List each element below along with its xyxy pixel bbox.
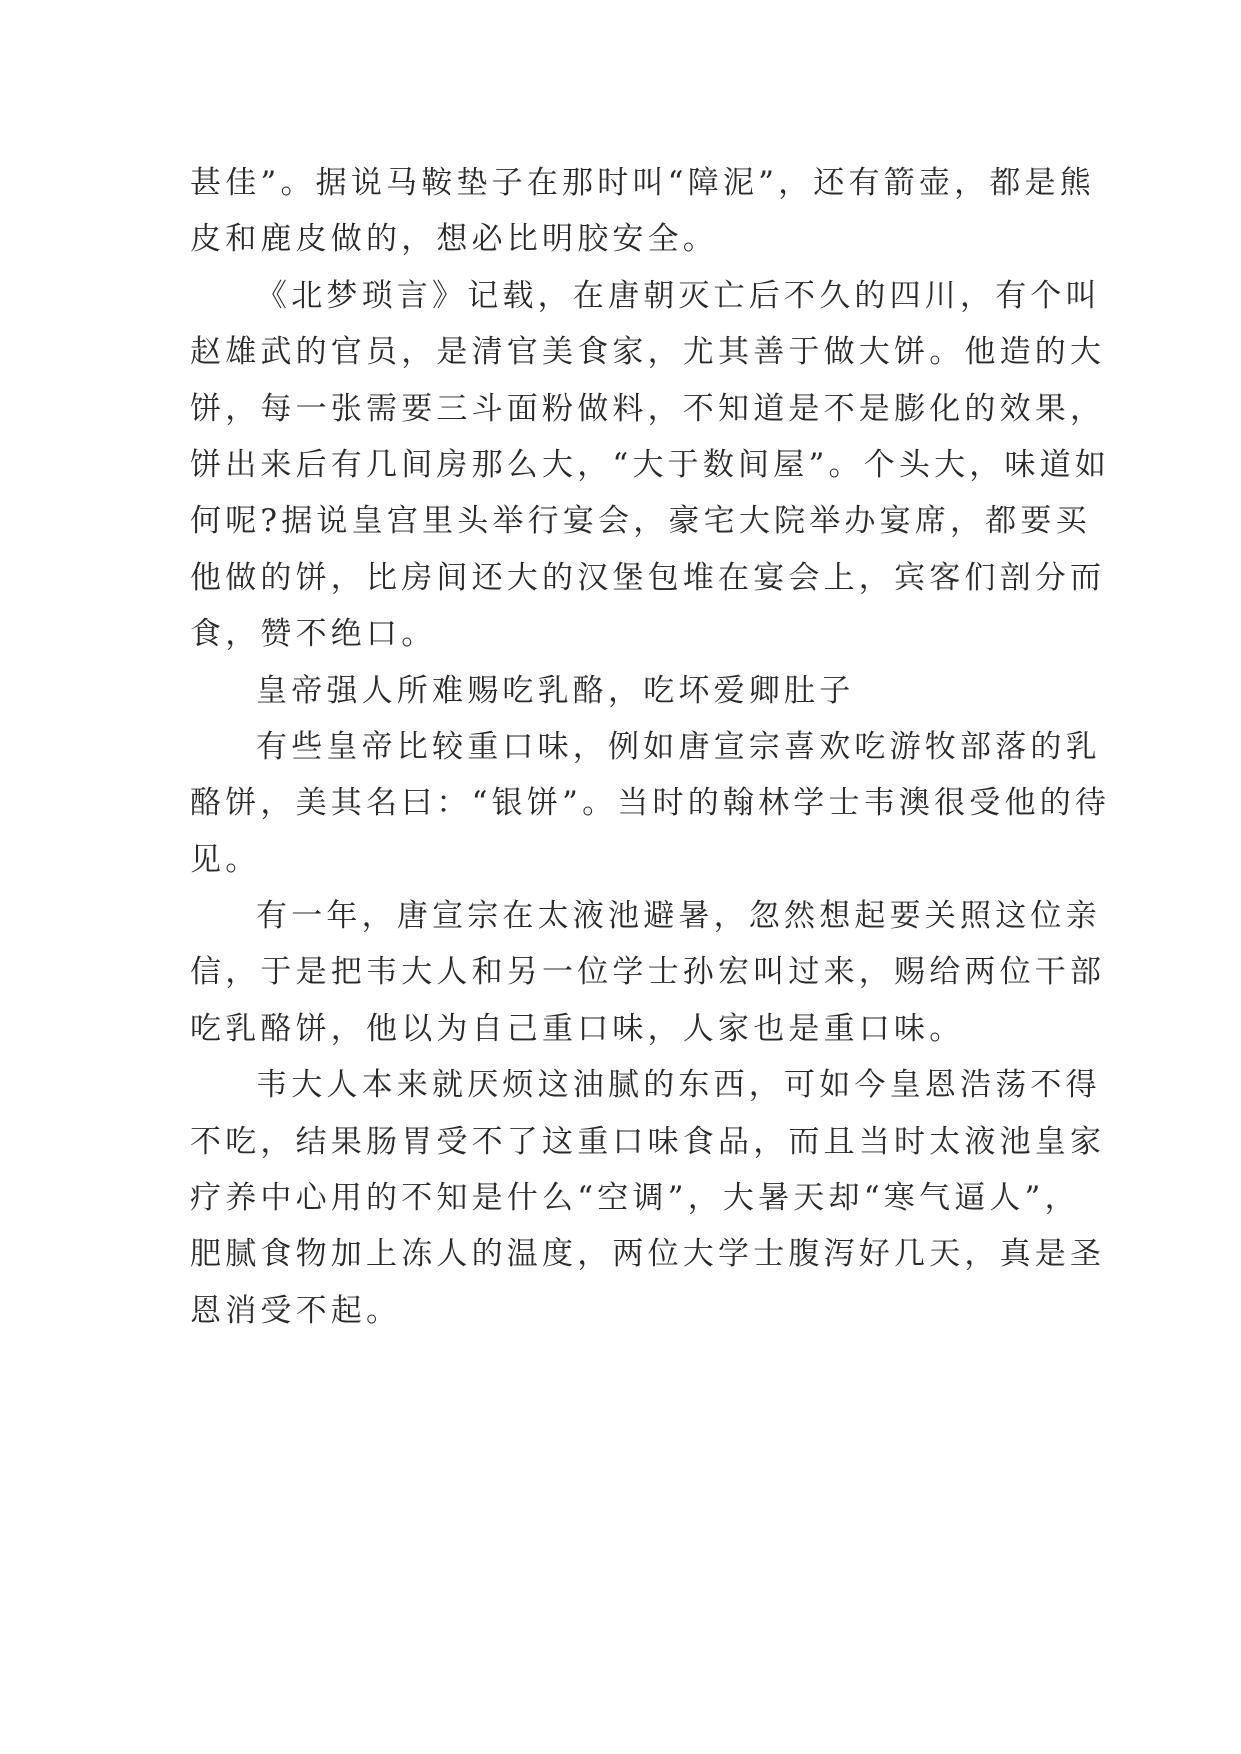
text-line: 甚佳”。据说马鞍垫子在那时叫“障泥”，还有箭壶，都是熊 [190,165,1095,201]
text-line: 见。 [190,841,261,878]
text-line: 他做的饼，比房间还大的汉堡包堆在宴会上，宾客们剖分而 [190,559,1106,596]
text-line: 不吃，结果肠胃受不了这重口味食品，而且当时太液池皇家 [190,1123,1106,1160]
text-line: 酪饼，美其名曰：“银饼”。当时的翰林学士韦澳很受他的待 [190,785,1111,822]
text-line: 饼出来后有几间房那么大，“大于数间屋”。个头大，味道如 [190,446,1111,483]
text-line: 赵雄武的官员，是清官美食家，尤其善于做大饼。他造的大 [190,334,1106,371]
text-line: 信，于是把韦大人和另一位学士孙宏叫过来，赐给两位干部 [190,954,1106,991]
text-line: 皮和鹿皮做的，想必比明胶安全。 [190,221,718,258]
section-heading: 皇帝强人所难赐吃乳酪，吃坏爱卿肚子 [256,672,855,709]
text-line: 肥腻食物加上冻人的温度，两位大学士腹泻好几天，真是圣 [190,1236,1106,1273]
text-line: 《北梦琐言》记载，在唐朝灭亡后不久的四川，有个叫 [256,277,1101,314]
text-line: 食，赞不绝口。 [190,616,437,653]
text-line: 饼，每一张需要三斗面粉做料，不知道是不是膨化的效果， [190,390,1106,427]
text-line: 何呢?据说皇宫里头举行宴会，豪宅大院举办宴席，都要买 [190,503,1091,540]
text-line: 有一年，唐宣宗在太液池避暑，忽然想起要关照这位亲 [256,898,1101,935]
text-line: 吃乳酪饼，他以为自己重口味，人家也是重口味。 [190,1010,965,1047]
article-body [190,155,1111,1339]
text-line: 韦大人本来就厌烦这油腻的东西，可如今皇恩浩荡不得 [256,1067,1101,1104]
text-line: 疗养中心用的不知是什么“空调”，大暑天却“寒气逼人”， [190,1180,1080,1217]
text-line: 恩消受不起。 [190,1292,402,1329]
text-line: 有些皇帝比较重口味，例如唐宣宗喜欢吃游牧部落的乳 [256,728,1101,765]
